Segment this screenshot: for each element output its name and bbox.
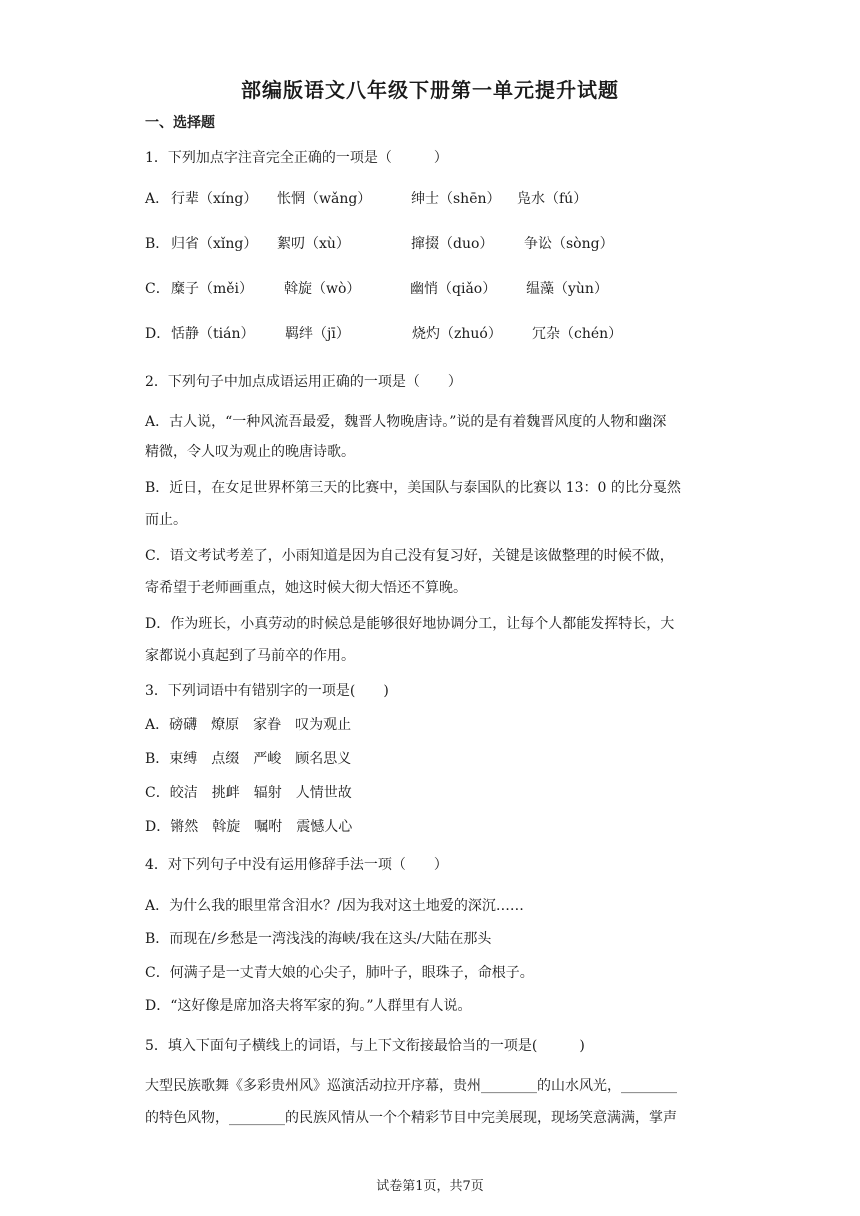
option-item: 斡旋（wò） [284, 281, 361, 297]
q3-option-d: D．锵然 斡旋 嘱咐 震憾人心 [145, 819, 353, 835]
option-item: 归省（xǐng） [171, 236, 258, 252]
q1-stem: 1．下列加点字注音完全正确的一项是（ ） [145, 150, 448, 166]
option-item: 争讼（sòng） [524, 236, 614, 252]
q1-option-d [145, 325, 745, 345]
q4-option-a: A．为什么我的眼里常含泪水？/因为我对这土地爱的深沉…… [145, 898, 524, 914]
q3-option-a: A．磅礴 燎原 家眷 叹为观止 [145, 717, 352, 733]
q2-option-b-line2: 而止。 [145, 512, 187, 528]
option-item: 冗杂（chén） [532, 326, 623, 342]
q4-option-b: B．而现在/乡愁是一湾浅浅的海峡/我在这头/大陆在那头 [145, 931, 492, 947]
option-item: 怅惘（wǎng） [277, 191, 372, 207]
q5-passage-line1: 大型民族歌舞《多彩贵州风》巡演活动拉开序幕，贵州________的山水风光，________ [145, 1078, 677, 1094]
option-item: 羁绊（jī） [285, 326, 350, 342]
q2-option-d-line2: 家都说小真起到了马前卒的作用。 [145, 648, 355, 664]
option-item: 行辈（xíng） [171, 191, 258, 207]
option-item: 恬静（tián） [171, 326, 255, 342]
q4-option-d: D．“这好像是席加洛夫将军家的狗。”人群里有人说。 [145, 998, 472, 1014]
q1-option-b [145, 235, 745, 255]
option-item: 缊藻（yùn） [526, 281, 608, 297]
q3-option-b: B．束缚 点缀 严峻 顾名思义 [145, 751, 352, 767]
option-item: 烧灼（zhuó） [412, 326, 502, 342]
option-label: A． [145, 191, 170, 207]
q4-option-c: C．何满子是一丈青大娘的心尖子，肺叶子，眼珠子，命根子。 [145, 965, 534, 981]
q4-stem: 4．对下列句子中没有运用修辞手法一项（ ） [145, 857, 448, 873]
option-label: C． [145, 281, 170, 297]
q2-option-a-line1: A．古人说，“一种风流吾最爱，魏晋人物晚唐诗。”说的是有着魏晋风度的人物和幽深 [145, 414, 667, 430]
q2-option-c-line1: C．语文考试考差了，小雨知道是因为自己没有复习好，关键是该做整理的时候不做， [145, 548, 674, 564]
option-item: 幽悄（qiǎo） [410, 281, 497, 297]
q5-passage-line2: 的特色风物，________的民族风情从一个个精彩节目中完美展现，现场笑意满满，掌声 [145, 1110, 677, 1126]
q5-stem: 5．填入下面句子横线上的词语，与上下文衔接最恰当的一项是( ) [145, 1038, 585, 1054]
page-title: 部编版语文八年级下册第一单元提升试题 [241, 78, 619, 102]
option-label: B． [145, 236, 170, 252]
q2-option-a-line2: 精微，令人叹为观止的晚唐诗歌。 [145, 444, 355, 460]
option-item: 絮叨（xù） [277, 236, 350, 252]
option-item: 撺掇（duo） [411, 236, 494, 252]
q2-option-c-line2: 寄希望于老师画重点，她这时候大彻大悟还不算晚。 [145, 580, 467, 596]
option-label: D． [145, 326, 171, 342]
option-item: 糜子（měi） [171, 281, 254, 297]
q1-option-a [145, 190, 745, 210]
q2-option-b-line1: B．近日，在女足世界杯第三天的比赛中，美国队与泰国队的比赛以 13：0 的比分戛然 [145, 480, 681, 496]
q3-stem: 3．下列词语中有错别字的一项是( ) [145, 683, 389, 699]
page-footer: 试卷第1页，共7页 [376, 1179, 484, 1194]
section-heading: 一、选择题 [145, 115, 215, 131]
q3-option-c: C．皎洁 挑衅 辐射 人情世故 [145, 785, 352, 801]
q1-option-c [145, 280, 745, 300]
option-item: 凫水（fú） [517, 191, 588, 207]
q2-stem: 2．下列句子中加点成语运用正确的一项是（ ） [145, 374, 462, 390]
q2-option-d-line1: D．作为班长，小真劳动的时候总是能够很好地协调分工，让每个人都能发挥特长，大 [145, 616, 675, 632]
option-item: 绅士（shēn） [411, 191, 501, 207]
